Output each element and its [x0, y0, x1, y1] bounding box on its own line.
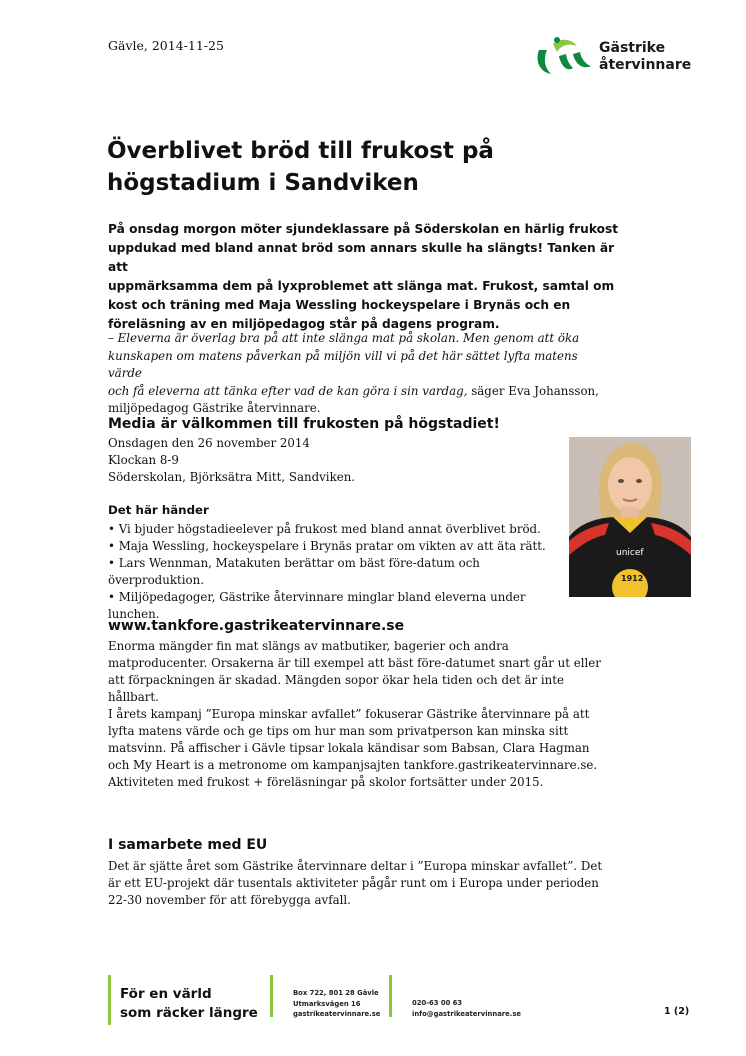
media-line: Söderskolan, Björksätra Mitt, Sandviken.: [108, 470, 356, 484]
media-details: [108, 435, 355, 486]
paragraph-line: är ett EU-projekt där tusentals aktiviteter pågår runt om i Europa under perioden: [108, 876, 599, 890]
lead-line: uppdukad med bland annat bröd som annars skulle ha slängts! Tanken är att: [108, 241, 615, 274]
list-item: • Vi bjuder högstadieelever på frukost med bland annat överblivet bröd.: [108, 522, 541, 536]
paragraph-line: och My Heart is a metronome om kampanjsajten tankfore.gastrikeatervinnare.se.: [108, 758, 598, 772]
list-item: • Maja Wessling, hockeyspelare i Brynäs pratar om vikten av att äta rätt.: [108, 539, 546, 553]
list-item: • Lars Wennman, Matakuten berättar om bäst före-datum och: [108, 556, 480, 570]
media-line: Klockan 8-9: [108, 453, 179, 467]
logo-text-line1: Gästrike: [599, 40, 666, 56]
list-item: överproduktion.: [108, 573, 204, 587]
footer-divider: [389, 975, 392, 1017]
slogan-line: som räcker längre: [120, 1005, 258, 1021]
media-line: Onsdagen den 26 november 2014: [108, 436, 310, 450]
website-heading: www.tankfore.gastrikeatervinnare.se: [108, 618, 405, 634]
paragraph-line: Det är sjätte året som Gästrike återvinnare deltar i ”Europa minskar avfallet”. Det: [108, 859, 603, 873]
paragraph-line: lyfta matens värde och ge tips om hur man som privatperson kan minska sitt: [108, 724, 569, 738]
address-line: Utmarksvägen 16: [293, 999, 361, 1008]
quote-line: kunskapen om matens påverkan på miljön vill vi på det här sättet lyfta matens värde: [108, 348, 578, 380]
list-item: lunchen.: [108, 607, 160, 621]
paragraph-line: Enorma mängder fin mat slängs av matbutiker, bagerier och andra: [108, 639, 509, 653]
logo-text-line2: återvinnare: [599, 57, 692, 73]
quote-line: – Eleverna är överlag bra på att inte slänga mat på skolan. Men genom att öka: [108, 331, 580, 345]
jersey-year-text: 1912: [621, 574, 644, 583]
eu-heading: I samarbete med EU: [108, 837, 268, 853]
lead-line: uppmärksamma dem på lyxproblemet att slänga mat. Frukost, samtal om: [108, 279, 615, 293]
footer-divider: [108, 975, 111, 1025]
paragraph-line: hållbart.: [108, 690, 159, 704]
page-number: 1 (2): [664, 1006, 690, 1017]
footer-email: info@gastrikeatervinnare.se: [412, 1009, 521, 1018]
logo-mark-icon: [533, 34, 595, 78]
page-title: [107, 135, 607, 199]
paragraph-line: I årets kampanj ”Europa minskar avfallet” fokuserar Gästrike återvinnare på att: [108, 707, 590, 721]
footer-divider: [270, 975, 273, 1017]
lead-line: kost och träning med Maja Wessling hockeyspelare i Brynäs och en: [108, 298, 571, 312]
slogan-line: För en värld: [120, 986, 212, 1002]
title-line: Överblivet bröd till frukost på: [107, 138, 494, 164]
paragraph-line: matproducenter. Orsakerna är till exempel att bäst före-datumet snart går ut eller: [108, 656, 601, 670]
address-line: Box 722, 801 28 Gävle: [293, 989, 379, 997]
title-line: högstadium i Sandviken: [107, 170, 419, 196]
happens-heading: Det här händer: [108, 503, 209, 517]
quote-paragraph: [108, 330, 613, 418]
paragraph-line: 22-30 november för att förebygga avfall.: [108, 893, 351, 907]
lead-paragraph: [108, 220, 628, 334]
quote-attribution: säger Eva Johansson,: [467, 383, 599, 398]
date-line: Gävle, 2014-11-25: [108, 38, 224, 53]
media-heading: Media är välkommen till frukosten på högstadiet!: [108, 416, 500, 432]
list-item: • Miljöpedagoger, Gästrike återvinnare minglar bland eleverna under: [108, 590, 526, 604]
lead-line: På onsdag morgon möter sjundeklassare på Söderskolan en härlig frukost: [108, 222, 619, 236]
quote-line: och få eleverna att tänka efter vad de kan göra i sin vardag,: [108, 383, 468, 398]
jersey-sponsor-text: unicef: [616, 548, 644, 558]
portrait-photo: [569, 437, 691, 597]
footer-address: [293, 988, 380, 1020]
logo: [533, 34, 698, 82]
footer-contact: [412, 998, 521, 1019]
quote-line: miljöpedagog Gästrike återvinnare.: [108, 401, 321, 415]
address-line: gastrikeatervinnare.se: [293, 1010, 381, 1018]
paragraph-line: att förpackningen är skadad. Mängden sopor ökar hela tiden och det är inte: [108, 673, 564, 687]
footer-slogan: [120, 985, 258, 1023]
paragraph-line: matsvinn. På affischer i Gävle tipsar lokala kändisar som Babsan, Clara Hagman: [108, 741, 590, 755]
lead-line: föreläsning av en miljöpedagog står på dagens program.: [108, 317, 500, 331]
footer-phone: 020-63 00 63: [412, 999, 463, 1007]
paragraph-line: Aktiviteten med frukost + föreläsningar på skolor fortsätter under 2015.: [108, 775, 544, 789]
happens-list: [108, 521, 546, 623]
eu-paragraph: [108, 858, 602, 909]
website-paragraph: [108, 638, 601, 791]
